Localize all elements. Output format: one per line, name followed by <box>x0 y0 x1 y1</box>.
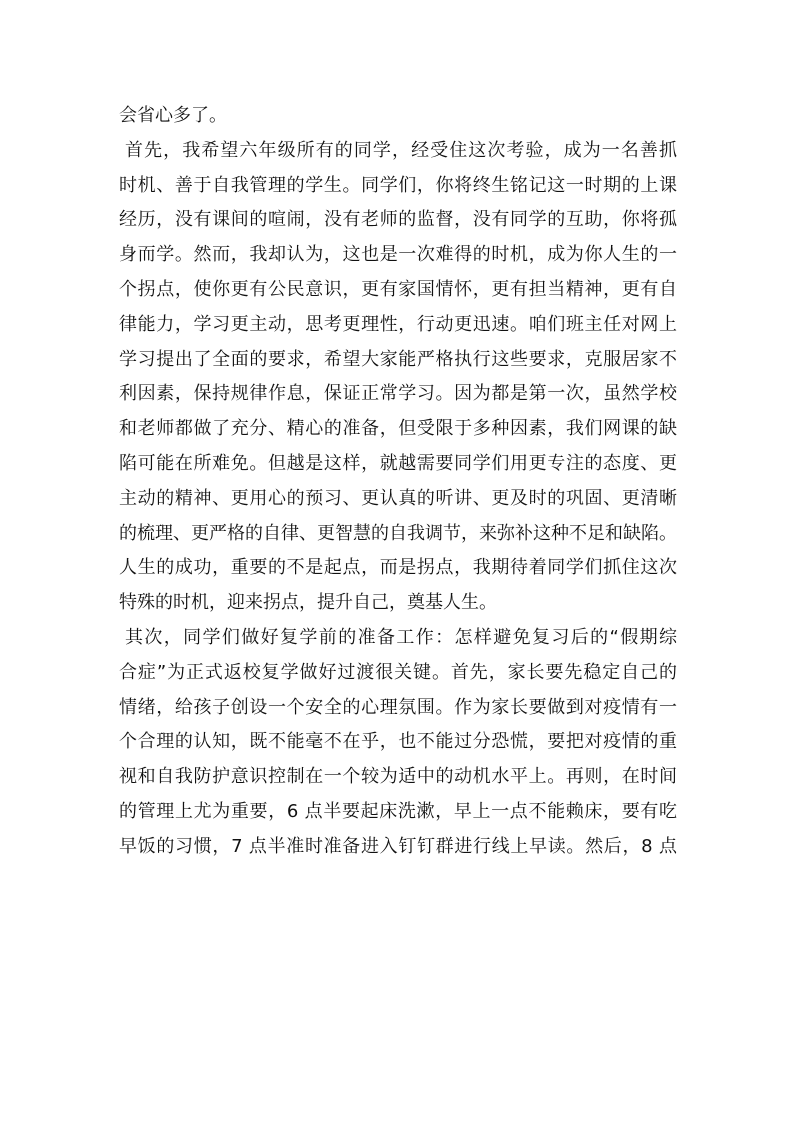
text-line: 利因素，保持规律作息，保证正常学习。因为都是第一次，虽然学校 <box>119 383 677 405</box>
text-line: 的管理上尤为重要，6 点半要起床洗漱，早上一点不能赖床，要有吃 <box>119 800 677 822</box>
paragraph <box>119 621 677 865</box>
text-line: 律能力，学习更主动，思考更理性，行动更迅速。咱们班主任对网上 <box>119 313 677 335</box>
document-body <box>119 99 677 865</box>
text-line: 和老师都做了充分、精心的准备，但受限于多种因素，我们网课的缺 <box>119 418 677 440</box>
text-line: 主动的精神、更用心的预习、更认真的听讲、更及时的巩固、更清晰 <box>119 487 677 509</box>
text-line: 学习提出了全面的要求，希望大家能严格执行这些要求，克服居家不 <box>119 348 677 370</box>
text-line: 视和自我防护意识控制在一个较为适中的动机水平上。再则，在时间 <box>119 766 677 788</box>
text-line: 人生的成功，重要的不是起点，而是拐点，我期待着同学们抓住这次 <box>119 557 677 579</box>
text-line: 首先，我希望六年级所有的同学，经受住这次考验，成为一名善抓 <box>125 139 677 161</box>
paragraph <box>119 99 677 134</box>
text-line: 其次，同学们做好复学前的准备工作：怎样避免复习后的“假期综 <box>125 626 677 648</box>
paragraph <box>119 134 677 621</box>
text-line: 的梳理、更严格的自律、更智慧的自我调节，来弥补这种不足和缺陷。 <box>119 522 677 544</box>
text-line: 会省心多了。 <box>119 105 227 126</box>
text-line: 合症”为正式返校复学做好过渡很关键。首先，家长要先稳定自己的 <box>119 661 677 683</box>
text-line: 特殊的时机，迎来拐点，提升自己，奠基人生。 <box>119 592 497 614</box>
text-line: 身而学。然而，我却认为，这也是一次难得的时机，成为你人生的一 <box>119 244 677 266</box>
text-line: 情绪，给孩子创设一个安全的心理氛围。作为家长要做到对疫情有一 <box>119 696 677 718</box>
text-line: 早饭的习惯，7 点半准时准备进入钉钉群进行线上早读。然后，8 点 <box>119 835 677 857</box>
text-line: 个合理的认知，既不能毫不在乎，也不能过分恐慌，要把对疫情的重 <box>119 731 677 753</box>
text-line: 经历，没有课间的喧闹，没有老师的监督，没有同学的互助，你将孤 <box>119 209 677 231</box>
text-line: 时机、善于自我管理的学生。同学们，你将终生铭记这一时期的上课 <box>119 174 677 196</box>
text-line: 陷可能在所难免。但越是这样，就越需要同学们用更专注的态度、更 <box>119 452 677 474</box>
text-line: 个拐点，使你更有公民意识，更有家国情怀，更有担当精神，更有自 <box>119 278 677 300</box>
